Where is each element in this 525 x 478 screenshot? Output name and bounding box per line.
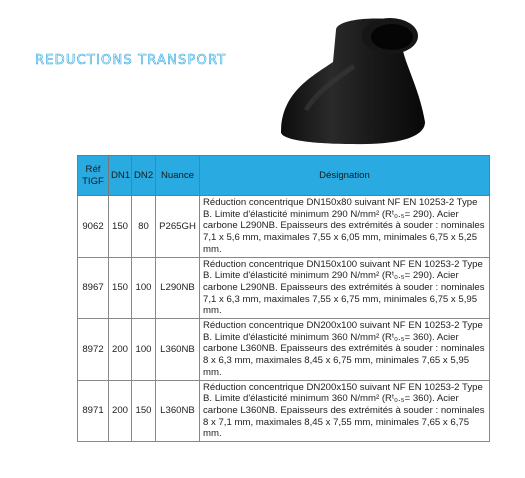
cell-dn1: 200	[109, 319, 132, 381]
cell-dn2: 100	[132, 319, 156, 381]
table-row	[78, 196, 490, 258]
header-designation: Désignation	[200, 156, 490, 196]
cell-nuance: L360NB	[156, 319, 200, 381]
cell-dn2: 150	[132, 380, 156, 442]
cell-designation: Réduction concentrique DN200x150 suivant NF EN 10253-2 Type B. Limite d'élasticité minimum 360 N/mm² (Rᵗ₀.₅= 360). Acier carbone L360NB. Epaisseurs des extrémités à souder : nominales 8 x 7,1 mm, maximales 8,45 x 7,55 mm, minimales 7,65 x 6,75 mm.	[200, 380, 490, 442]
cell-nuance: P265GH	[156, 196, 200, 258]
table-row	[78, 319, 490, 381]
product-table	[77, 155, 490, 442]
cell-dn1: 200	[109, 380, 132, 442]
cell-ref: 8972	[78, 319, 109, 381]
cell-designation: Réduction concentrique DN150x100 suivant NF EN 10253-2 Type B. Limite d'élasticité minimum 290 N/mm² (Rᵗ₀.₅= 290). Acier carbone L290NB. Epaisseurs des extrémités à souder : nominales 7,1 x 6,3 mm, maximales 7,55 x 6,75 mm, minimales 6,75 x 5,95 mm.	[200, 257, 490, 319]
table-row	[78, 257, 490, 319]
cell-ref: 9062	[78, 196, 109, 258]
cell-dn1: 150	[109, 196, 132, 258]
cell-designation: Réduction concentrique DN200x100 suivant NF EN 10253-2 Type B. Limite d'élasticité minimum 360 N/mm² (Rᵗ₀.₅= 360). Acier carbone L360NB. Epaisseurs des extrémités à souder : nominales 8 x 6,3 mm, maximales 8,45 x 6,75 mm, minimales 7,65 x 5,95 mm.	[200, 319, 490, 381]
cell-nuance: L290NB	[156, 257, 200, 319]
header-nuance: Nuance	[156, 156, 200, 196]
table-row	[78, 380, 490, 442]
cell-nuance: L360NB	[156, 380, 200, 442]
cell-dn2: 100	[132, 257, 156, 319]
cell-ref: 8971	[78, 380, 109, 442]
header-dn2: DN2	[132, 156, 156, 196]
concentric-reducer-image	[278, 10, 428, 145]
cell-dn2: 80	[132, 196, 156, 258]
header-dn1: DN1	[109, 156, 132, 196]
section-title: REDUCTIONS TRANSPORT	[35, 53, 227, 68]
header-ref: Réf TIGF	[78, 156, 109, 196]
cell-ref: 8967	[78, 257, 109, 319]
table-header-row	[78, 156, 490, 196]
cell-dn1: 150	[109, 257, 132, 319]
cell-designation: Réduction concentrique DN150x80 suivant NF EN 10253-2 Type B. Limite d'élasticité minimum 290 N/mm² (Rᵗ₀.₅= 290). Acier carbone L290NB. Epaisseurs des extrémités à souder : nominales 7,1 x 5,6 mm, maximales 7,55 x 6,05 mm, minimales 6,75 x 5,25 mm.	[200, 196, 490, 258]
